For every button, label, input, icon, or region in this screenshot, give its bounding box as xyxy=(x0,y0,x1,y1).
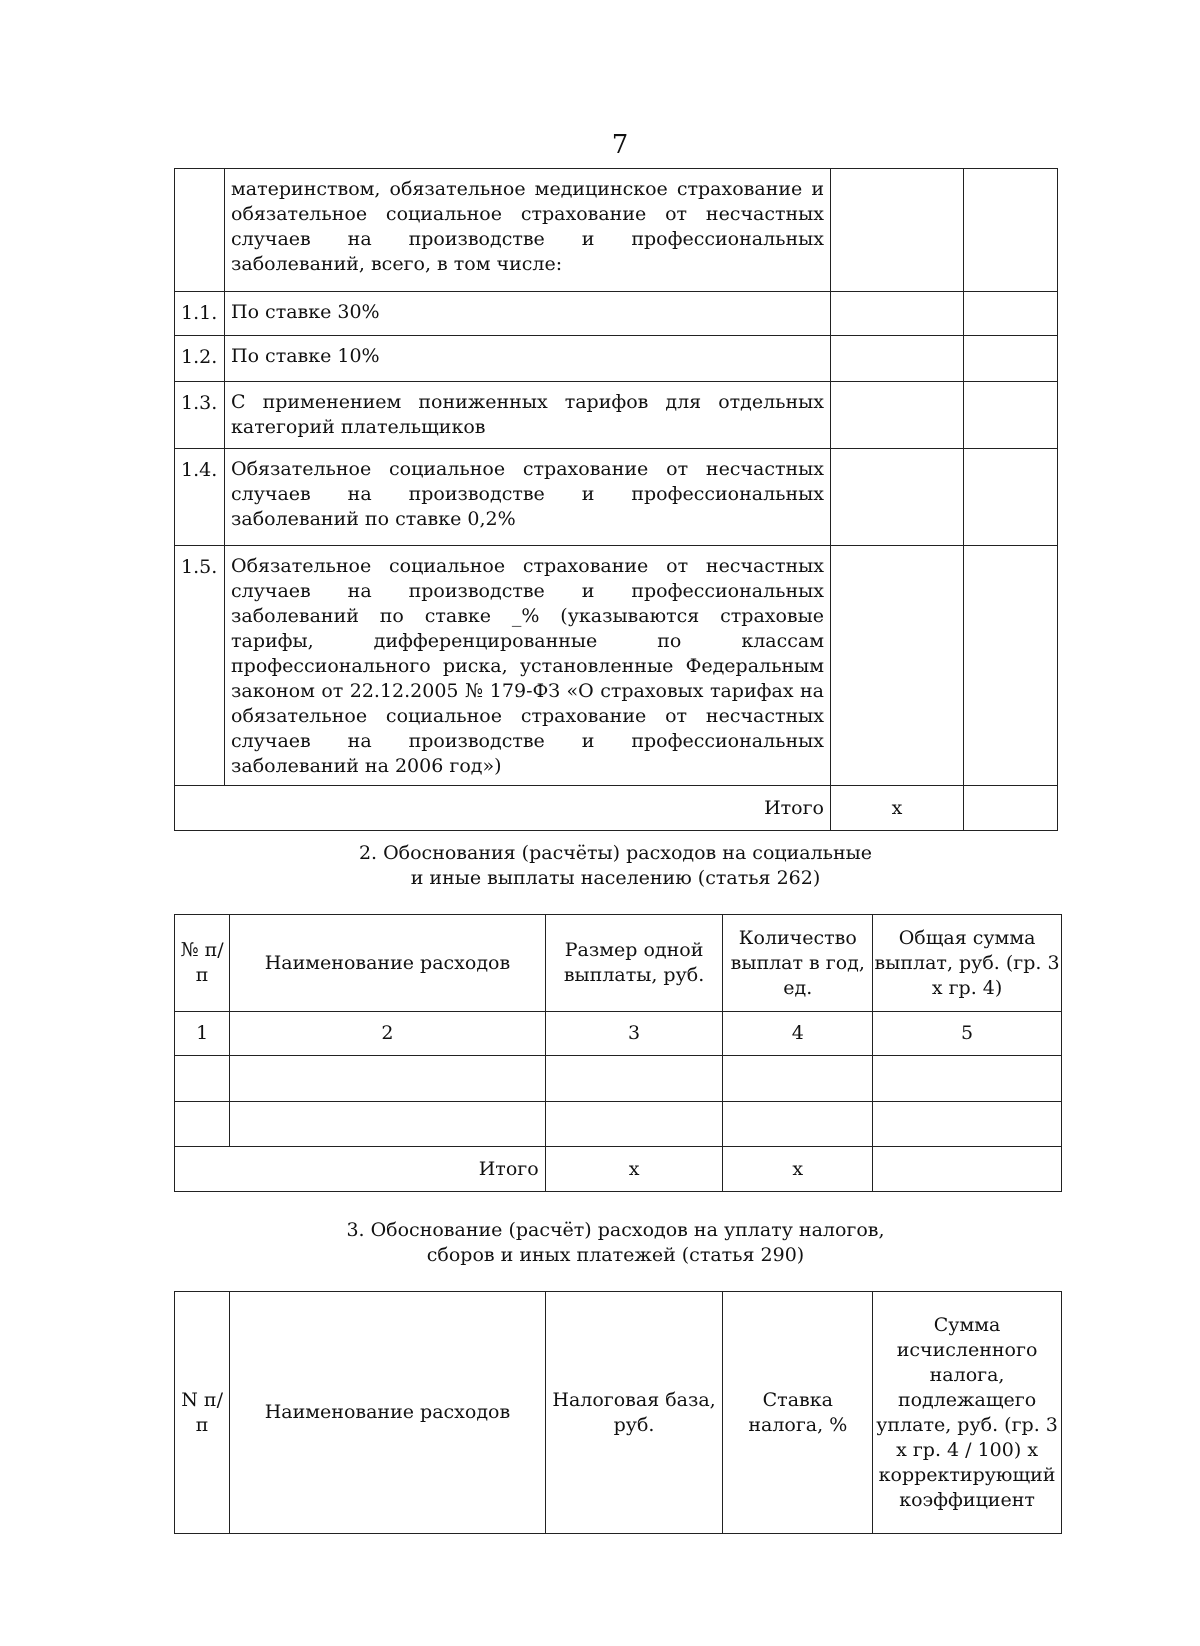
column-number-row xyxy=(175,1012,1062,1056)
insurance-contributions-table xyxy=(174,168,1058,831)
total-label: Итого xyxy=(175,786,831,831)
table-cell xyxy=(175,1102,230,1147)
table-cell xyxy=(175,169,225,292)
table-cell xyxy=(723,1102,873,1147)
row-text: По ставке 10% xyxy=(225,336,831,382)
table-row xyxy=(175,292,1058,336)
table-row xyxy=(175,1056,1062,1102)
header-row xyxy=(175,1292,1062,1534)
table-cell xyxy=(723,1056,873,1102)
table-cell xyxy=(230,1056,545,1102)
table-row xyxy=(175,449,1058,546)
table-cell xyxy=(545,1056,723,1102)
taxes-table xyxy=(174,1291,1062,1534)
section2-heading-line1: 2. Обоснования (расчёты) расходов на социальные xyxy=(358,842,873,864)
table-cell xyxy=(831,449,964,546)
header-cell: Общая сумма выплат, руб. (гр. 3 х гр. 4) xyxy=(873,915,1062,1012)
row-number: 1.1. xyxy=(175,292,225,336)
header-cell: Наименование расходов xyxy=(230,1292,545,1534)
row-text: Обязательное социальное страхование от несчастных случаев на производстве и профессиональных заболеваний по ставке 0,2% xyxy=(225,449,831,546)
header-cell: Количество выплат в год, ед. xyxy=(723,915,873,1012)
table-cell xyxy=(964,292,1058,336)
row-text: По ставке 30% xyxy=(225,292,831,336)
table-cell xyxy=(831,382,964,449)
social-payments-table xyxy=(174,914,1062,1192)
total-x: х xyxy=(545,1147,723,1192)
column-number: 4 xyxy=(723,1012,873,1056)
table-row xyxy=(175,1102,1062,1147)
table-row xyxy=(175,169,1058,292)
section3-heading-line1: 3. Обоснование (расчёт) расходов на уплату налогов, xyxy=(346,1219,885,1241)
table-cell xyxy=(831,292,964,336)
column-number: 5 xyxy=(873,1012,1062,1056)
table-cell xyxy=(964,786,1058,831)
table-row xyxy=(175,382,1058,449)
table-row xyxy=(175,546,1058,786)
table-row xyxy=(175,336,1058,382)
column-number: 3 xyxy=(545,1012,723,1056)
intro-text: материнством, обязательное медицинское страхование и обязательное социальное страхование от несчастных случаев на производстве и профессиональных заболеваний, всего, в том числе: xyxy=(225,169,831,292)
table-cell xyxy=(873,1102,1062,1147)
total-label: Итого xyxy=(175,1147,546,1192)
table-cell xyxy=(964,382,1058,449)
header-cell: Налоговая база, руб. xyxy=(545,1292,723,1534)
section2-heading xyxy=(174,841,1057,891)
row-number: 1.3. xyxy=(175,382,225,449)
table-cell xyxy=(964,169,1058,292)
header-cell: Размер одной выплаты, руб. xyxy=(545,915,723,1012)
table-cell xyxy=(545,1102,723,1147)
header-cell: Сумма исчисленного налога, подлежащего уплате, руб. (гр. 3 х гр. 4 / 100) х корректирующий коэффициент xyxy=(873,1292,1062,1534)
header-row xyxy=(175,915,1062,1012)
row-number: 1.5. xyxy=(175,546,225,786)
header-cell: № п/п xyxy=(175,915,230,1012)
table-cell xyxy=(175,1056,230,1102)
row-number: 1.2. xyxy=(175,336,225,382)
table-cell xyxy=(964,449,1058,546)
table-cell xyxy=(873,1147,1062,1192)
row-number: 1.4. xyxy=(175,449,225,546)
column-number: 2 xyxy=(230,1012,545,1056)
total-row xyxy=(175,1147,1062,1192)
header-cell: Наименование расходов xyxy=(230,915,545,1012)
section2-heading-line2: и иные выплаты населению (статья 262) xyxy=(410,867,821,889)
header-cell: N п/п xyxy=(175,1292,230,1534)
table-cell xyxy=(964,336,1058,382)
table-cell xyxy=(230,1102,545,1147)
total-x: x xyxy=(831,786,964,831)
header-cell: Ставка налога, % xyxy=(723,1292,873,1534)
total-row xyxy=(175,786,1058,831)
table-cell xyxy=(831,546,964,786)
row-text: Обязательное социальное страхование от несчастных случаев на производстве и профессиональных заболеваний по ставке _% (указываются страховые тарифы, дифференцированные по классам профессионального риска, установленные Федеральным законом от 22.12.2005 № 179-ФЗ «О страховых тарифах на обязательное социальное страхование от несчастных случаев на производстве и профессиональных заболеваний на 2006 год») xyxy=(225,546,831,786)
table-cell xyxy=(831,336,964,382)
page-number: 7 xyxy=(611,130,629,160)
section3-heading-line2: сборов и иных платежей (статья 290) xyxy=(426,1244,805,1266)
table-cell xyxy=(964,546,1058,786)
table-cell xyxy=(873,1056,1062,1102)
table-cell xyxy=(831,169,964,292)
total-x: х xyxy=(723,1147,873,1192)
row-text: С применением пониженных тарифов для отдельных категорий плательщиков xyxy=(225,382,831,449)
section3-heading xyxy=(174,1218,1057,1268)
column-number: 1 xyxy=(175,1012,230,1056)
